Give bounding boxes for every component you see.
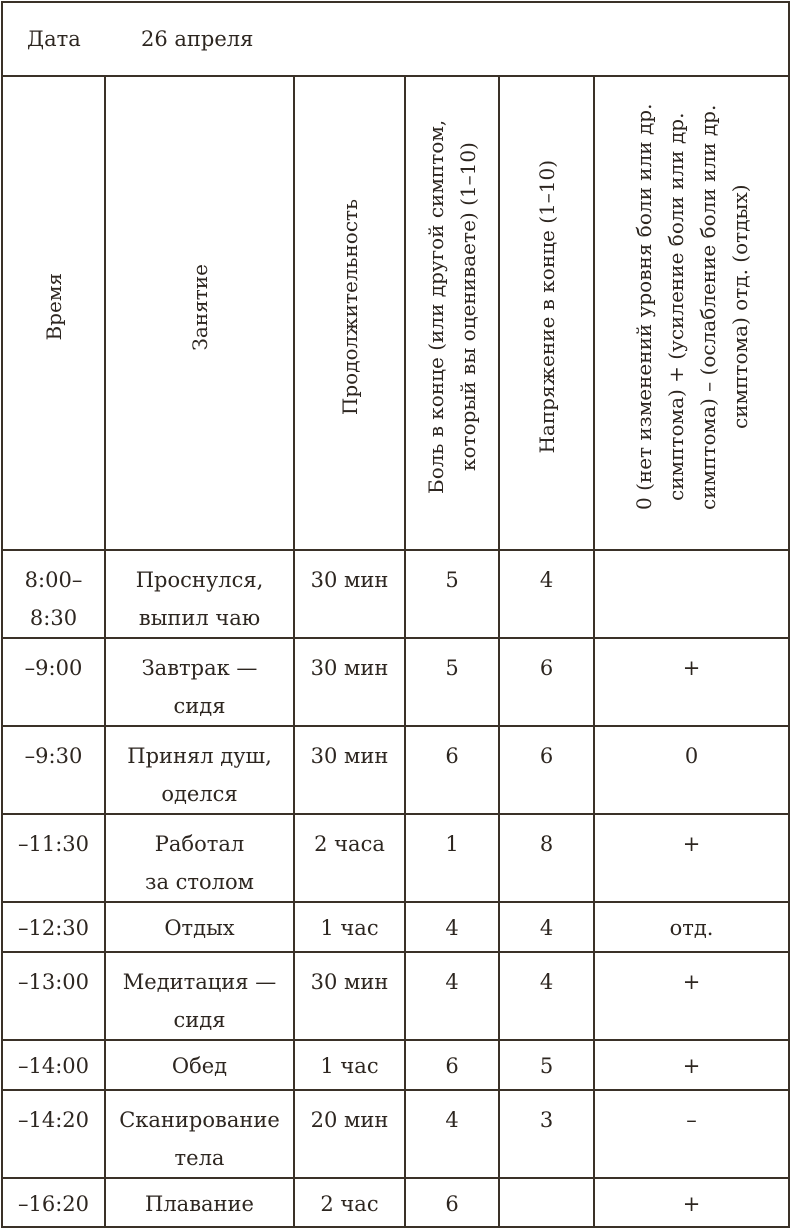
- cell-activity: Работал за столом: [105, 814, 294, 902]
- cell-tension: 3: [499, 1090, 594, 1178]
- cell-time: –16:20: [2, 1178, 105, 1227]
- cell-change: 0: [594, 726, 789, 814]
- cell-tension: 4: [499, 902, 594, 952]
- table-row: [2, 1178, 789, 1227]
- cell-activity: Обед: [105, 1040, 294, 1090]
- cell-pain: 1: [405, 814, 499, 902]
- cell-tension: 4: [499, 952, 594, 1040]
- header-row: [2, 76, 789, 550]
- cell-time: –9:00: [2, 638, 105, 726]
- activity-log-table: [1, 1, 790, 1228]
- date-label: Дата: [27, 27, 81, 51]
- table-row: [2, 726, 789, 814]
- cell-pain: 6: [405, 1178, 499, 1227]
- cell-pain: 5: [405, 638, 499, 726]
- cell-duration: 30 мин: [294, 726, 405, 814]
- cell-pain: 6: [405, 726, 499, 814]
- cell-duration: 30 мин: [294, 550, 405, 638]
- cell-tension: 6: [499, 726, 594, 814]
- cell-change: +: [594, 1040, 789, 1090]
- cell-duration: 2 час: [294, 1178, 405, 1227]
- cell-pain: 4: [405, 1090, 499, 1178]
- table-row: [2, 638, 789, 726]
- cell-tension: 8: [499, 814, 594, 902]
- cell-tension: 5: [499, 1040, 594, 1090]
- cell-duration: 30 мин: [294, 952, 405, 1040]
- cell-duration: 20 мин: [294, 1090, 405, 1178]
- cell-pain: 4: [405, 902, 499, 952]
- cell-time: –9:30: [2, 726, 105, 814]
- cell-time: –14:20: [2, 1090, 105, 1178]
- cell-activity: Проснулся, выпил чаю: [105, 550, 294, 638]
- header-pain: Боль в конце (или другой симптом, который вы оцениваете) (1–10): [405, 76, 499, 550]
- cell-change: –: [594, 1090, 789, 1178]
- cell-change: отд.: [594, 902, 789, 952]
- cell-pain: 4: [405, 952, 499, 1040]
- cell-duration: 30 мин: [294, 638, 405, 726]
- cell-change: [594, 550, 789, 638]
- cell-activity: Сканирование тела: [105, 1090, 294, 1178]
- cell-activity: Отдых: [105, 902, 294, 952]
- cell-tension: 4: [499, 550, 594, 638]
- cell-duration: 2 часа: [294, 814, 405, 902]
- cell-change: +: [594, 1178, 789, 1227]
- header-duration: Продолжительность: [294, 76, 405, 550]
- cell-time: –14:00: [2, 1040, 105, 1090]
- date-cell: [2, 2, 789, 76]
- cell-tension: 6: [499, 638, 594, 726]
- date-value: 26 апреля: [141, 27, 254, 51]
- cell-pain: 6: [405, 1040, 499, 1090]
- table-row: [2, 1040, 789, 1090]
- cell-time: 8:00– 8:30: [2, 550, 105, 638]
- cell-tension: [499, 1178, 594, 1227]
- date-row: [2, 2, 789, 76]
- cell-time: –11:30: [2, 814, 105, 902]
- cell-change: +: [594, 952, 789, 1040]
- table-row: [2, 550, 789, 638]
- cell-pain: 5: [405, 550, 499, 638]
- cell-duration: 1 час: [294, 1040, 405, 1090]
- cell-time: –13:00: [2, 952, 105, 1040]
- cell-activity: Принял душ, оделся: [105, 726, 294, 814]
- table-row: [2, 902, 789, 952]
- cell-time: –12:30: [2, 902, 105, 952]
- header-activity: Занятие: [105, 76, 294, 550]
- cell-activity: Плавание: [105, 1178, 294, 1227]
- header-time: Время: [2, 76, 105, 550]
- cell-activity: Завтрак — сидя: [105, 638, 294, 726]
- header-tension: Напряжение в конце (1–10): [499, 76, 594, 550]
- cell-change: +: [594, 638, 789, 726]
- table-row: [2, 952, 789, 1040]
- table-row: [2, 814, 789, 902]
- table-row: [2, 1090, 789, 1178]
- header-change: 0 (нет изменений уровня боли или др. симптома) + (усиление боли или др. симптома) – (ослабление боли или др. симптома) отд. (отдых): [594, 76, 789, 550]
- cell-duration: 1 час: [294, 902, 405, 952]
- cell-activity: Медитация — сидя: [105, 952, 294, 1040]
- cell-change: +: [594, 814, 789, 902]
